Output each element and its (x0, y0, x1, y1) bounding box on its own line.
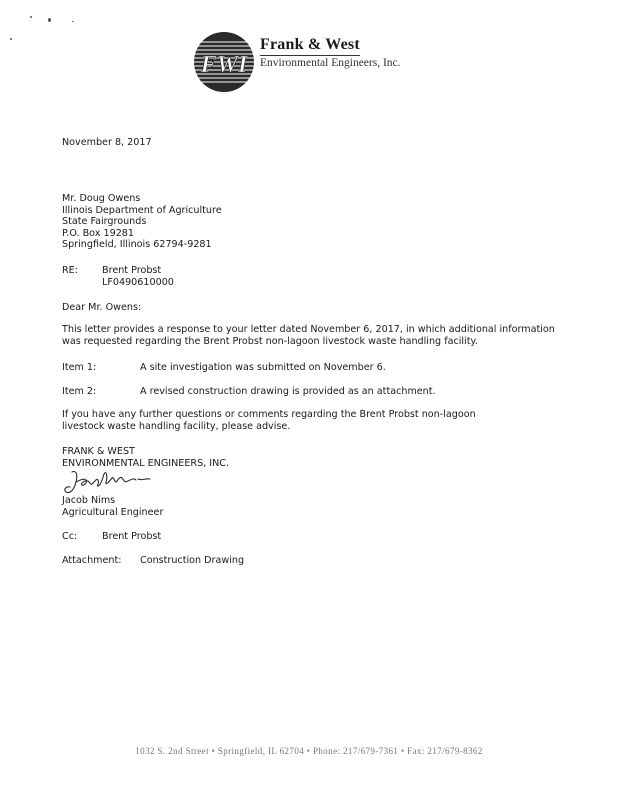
paragraph-line: livestock waste handling facility, please advise. (62, 420, 291, 432)
recipient-line: Illinois Department of Agriculture (62, 204, 222, 216)
item-1-text: A site investigation was submitted on November 6. (140, 362, 386, 373)
salutation: Dear Mr. Owens: (62, 302, 142, 313)
company-subtitle: Environmental Engineers, Inc. (260, 57, 401, 69)
paragraph-line: This letter provides a response to your letter dated November 6, 2017, in which additional information (62, 324, 555, 335)
logo-monogram: FWI (200, 52, 248, 78)
re-line: Brent Probst (102, 265, 162, 276)
signer-title: Agricultural Engineer (62, 506, 164, 518)
paragraph-closing (62, 409, 476, 432)
recipient-line: Springfield, Illinois 62794-9281 (62, 239, 212, 251)
recipient-line: State Fairgrounds (62, 216, 147, 228)
re-block (102, 265, 174, 288)
paragraph-line: If you have any further questions or comments regarding the Brent Probst non-lagoon (62, 409, 476, 420)
paragraph-line: was requested regarding the Brent Probst non-lagoon livestock waste handling facility. (62, 335, 478, 347)
cc-label: Cc: (62, 531, 78, 542)
item-2-label: Item 2: (62, 386, 97, 397)
footer-address: 1032 S. 2nd Street • Springfield, IL 62704 • Phone: 217/679-7361 • Fax: 217/679-8362 (135, 746, 483, 756)
letter-date: November 8, 2017 (62, 137, 152, 148)
cc-value: Brent Probst (102, 531, 162, 542)
item-1-label: Item 1: (62, 362, 97, 373)
closing-company-line: ENVIRONMENTAL ENGINEERS, INC. (62, 457, 230, 469)
recipient-line: P.O. Box 19281 (62, 227, 135, 239)
company-logo (192, 30, 256, 94)
recipient-line: Mr. Doug Owens (62, 193, 141, 204)
re-line: LF0490610000 (102, 276, 174, 288)
company-name: Frank & West (260, 36, 360, 53)
recipient-address (62, 193, 222, 251)
paragraph-response (62, 324, 555, 347)
signer-block (62, 495, 163, 518)
letterhead-rule (260, 55, 360, 56)
letterhead (192, 30, 432, 100)
attachment-value: Construction Drawing (140, 555, 245, 566)
signer-name: Jacob Nims (62, 495, 116, 506)
closing-company-line: FRANK & WEST (62, 446, 135, 457)
re-label: RE: (62, 265, 78, 276)
attachment-label: Attachment: (62, 555, 122, 566)
item-2-text: A revised construction drawing is provided as an attachment. (140, 386, 436, 397)
